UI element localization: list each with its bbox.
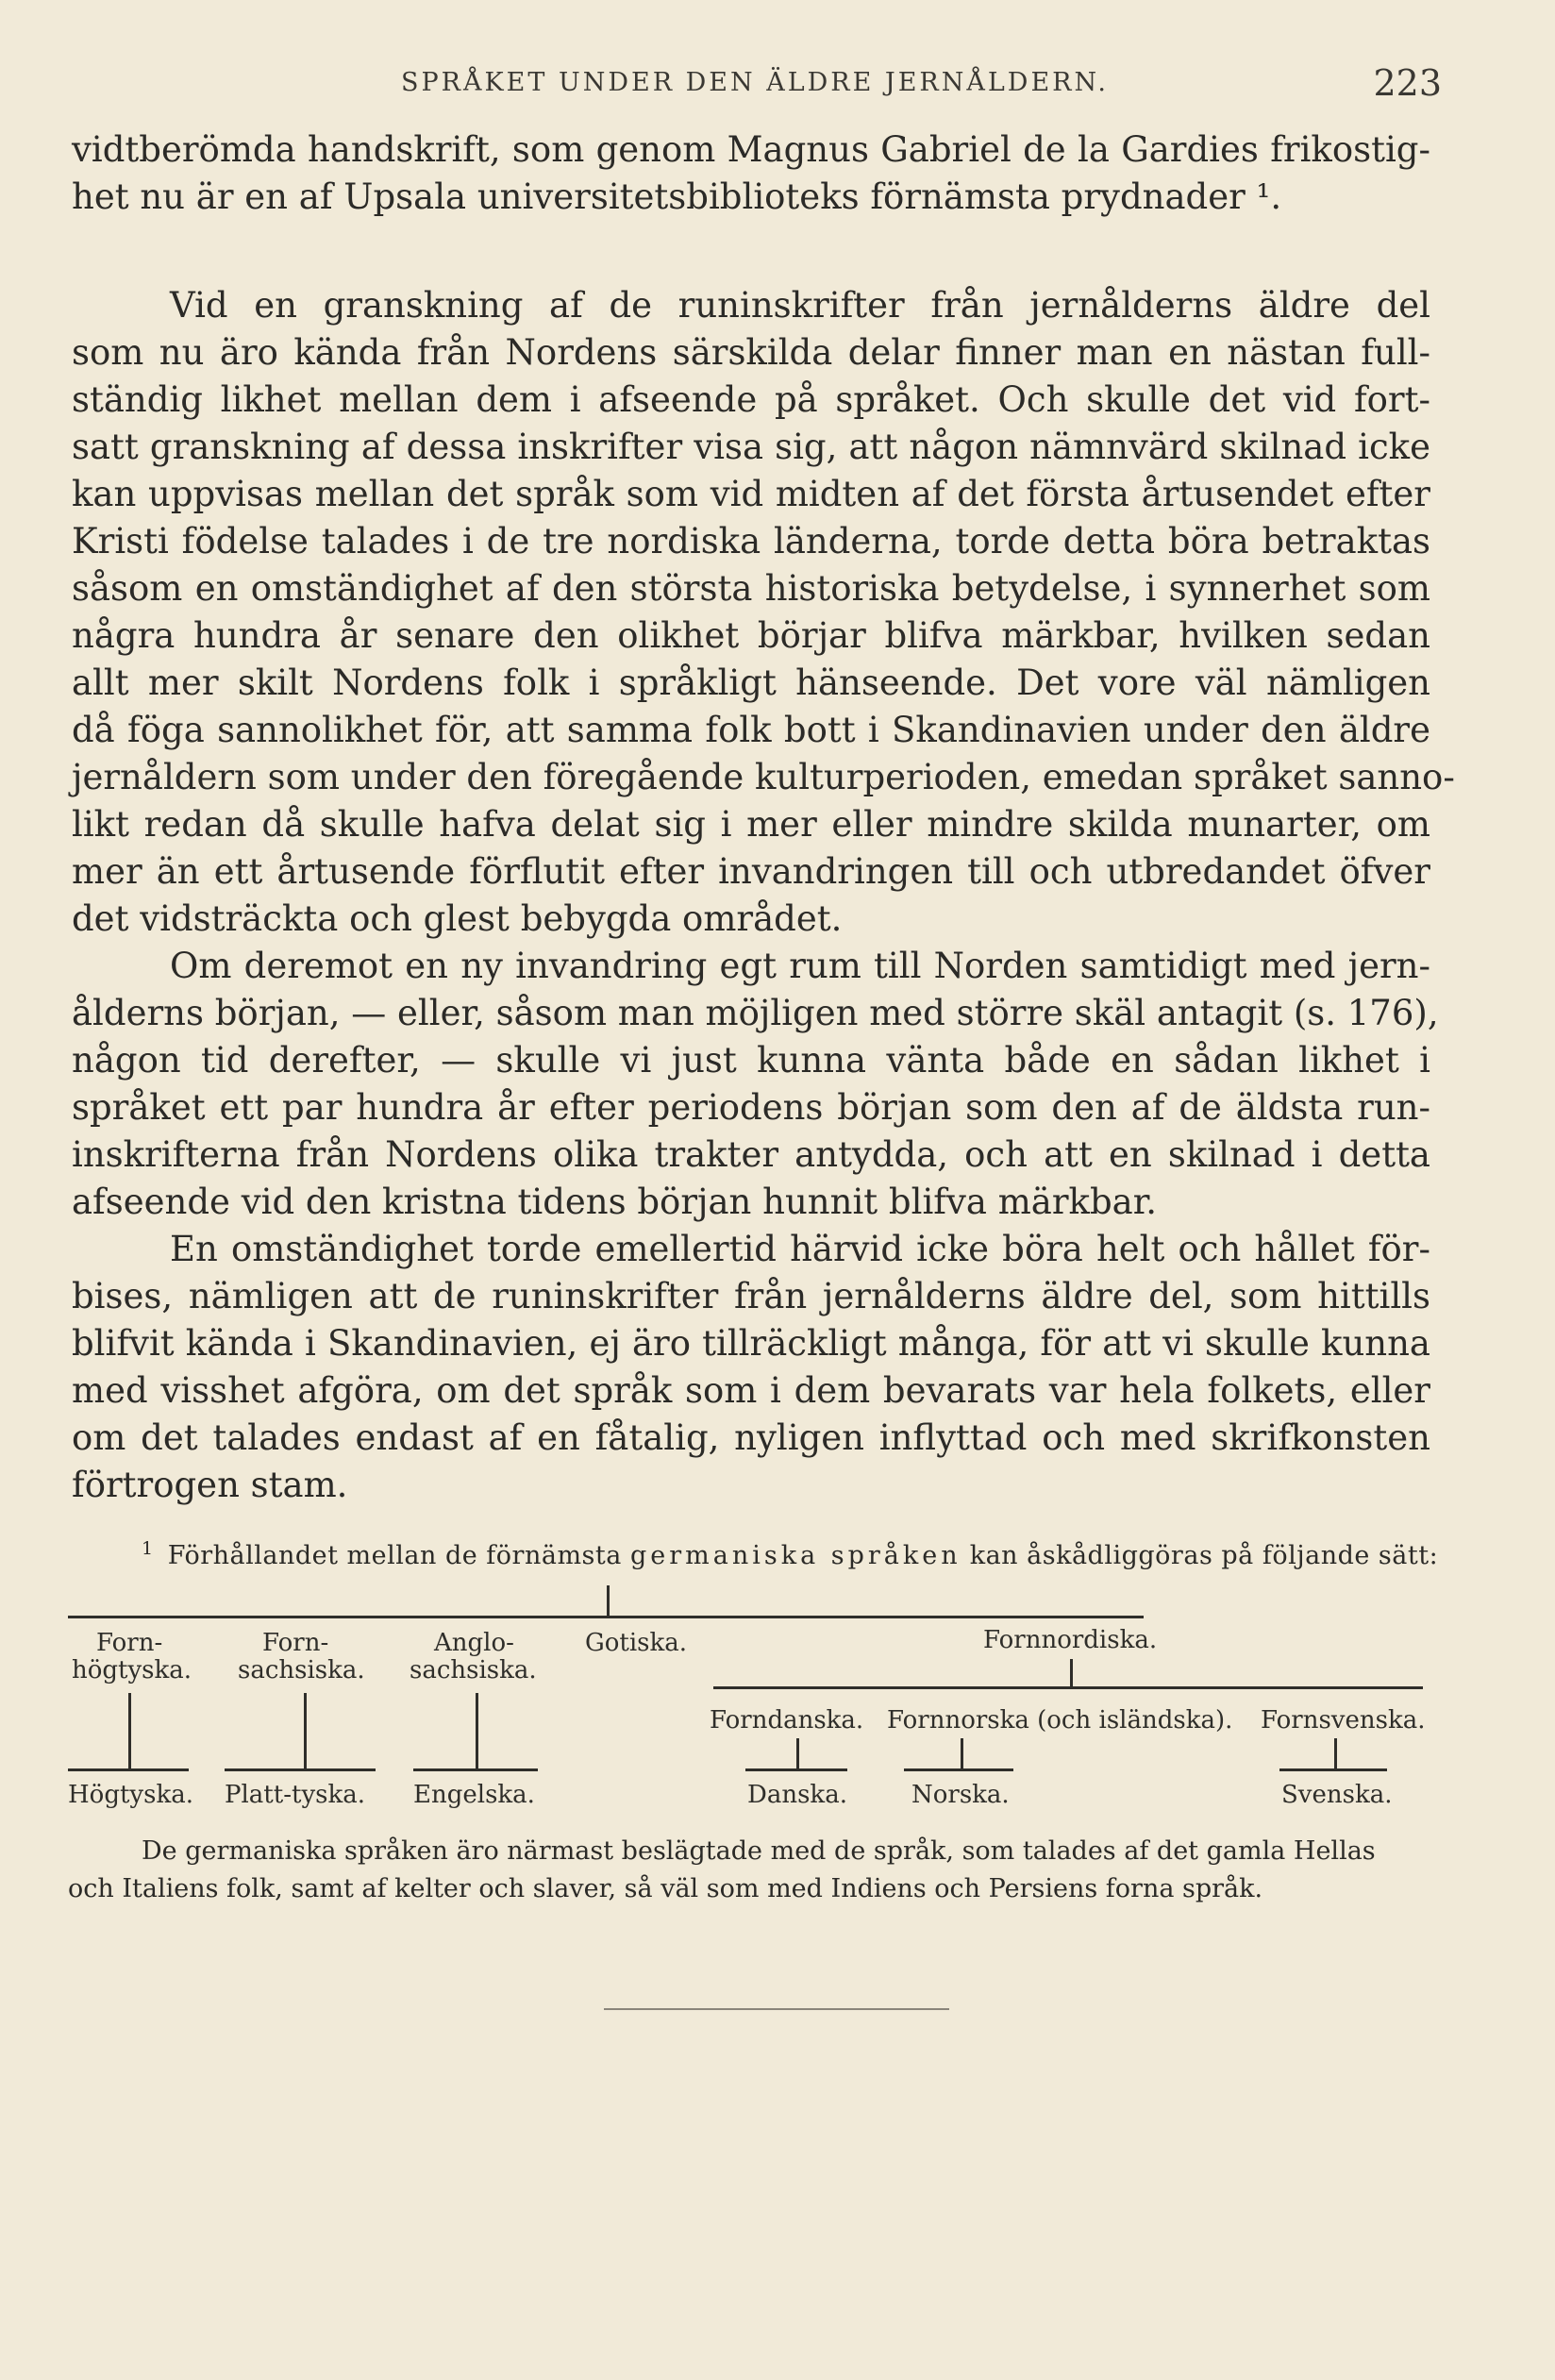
text-line: afseende vid den kristna tidens början hunnit blifva märkbar. bbox=[72, 1182, 1158, 1222]
text-line: med visshet afgöra, om det språk som i dem bevarats var hela folkets, eller bbox=[72, 1370, 1430, 1411]
label-forndanska: Forndanska. bbox=[710, 1706, 864, 1735]
page-header bbox=[68, 62, 1442, 109]
text-line: ålderns början, — eller, såsom man möjligen med större skäl antagit (s. 176), bbox=[72, 993, 1439, 1033]
label-fornsvenska: Fornsvenska. bbox=[1261, 1706, 1426, 1735]
text-line: kan uppvisas mellan det språk som vid midten af det första årtusendet efter bbox=[72, 474, 1430, 514]
footnote-spaced-words: germaniska språken bbox=[629, 1541, 961, 1570]
closing-note-line: De germaniska språken äro närmast beslägtade med de språk, som talades af det gamla Hellas bbox=[142, 1836, 1376, 1866]
text-line: några hundra år senare den olikhet börjar blifva märkbar, hvilken sedan bbox=[72, 615, 1430, 656]
bottom-rule bbox=[604, 2008, 949, 2010]
text-line: språket ett par hundra år efter periodens början som den af de äldsta run- bbox=[72, 1087, 1430, 1128]
page-number: 223 bbox=[1373, 62, 1442, 104]
text-line: Kristi födelse talades i de tre nordiska länderna, torde detta böra betraktas bbox=[72, 521, 1430, 561]
text-line: förtrogen stam. bbox=[72, 1465, 348, 1505]
label-svenska: Svenska. bbox=[1281, 1781, 1393, 1809]
text-line: det vidsträckta och glest bebygda området. bbox=[72, 898, 843, 939]
label-gotiska: Gotiska. bbox=[585, 1629, 688, 1657]
text-line: ständig likhet mellan dem i afseende på språket. Och skulle det vid fort- bbox=[72, 379, 1430, 420]
label-norska: Norska. bbox=[911, 1781, 1010, 1809]
text-line: het nu är en af Upsala universitetsbiblioteks förnämsta prydnader ¹. bbox=[72, 176, 1282, 217]
footnote-text: Förhållandet mellan de förnämsta bbox=[167, 1541, 622, 1570]
text-line: allt mer skilt Nordens folk i språkligt hänseende. Det vore väl nämligen bbox=[72, 662, 1430, 703]
text-line: En omständighet torde emellertid härvid icke böra helt och hållet för- bbox=[170, 1229, 1430, 1269]
label-forn-sachsiska-1: Forn- bbox=[262, 1629, 329, 1657]
text-line: om det talades endast af en fåtalig, nyligen inflyttad och med skrifkonsten bbox=[72, 1417, 1430, 1458]
text-line: likt redan då skulle hafva delat sig i mer eller mindre skilda munarter, om bbox=[72, 804, 1430, 845]
text-line: vidtberömda handskrift, som genom Magnus Gabriel de la Gardies frikostig- bbox=[72, 129, 1430, 170]
text-line: satt granskning af dessa inskrifter visa sig, att någon nämnvärd skilnad icke bbox=[72, 427, 1430, 467]
footnote bbox=[142, 1538, 1438, 1570]
label-forn-sachsiska-2: sachsiska. bbox=[238, 1656, 365, 1684]
running-title: SPRÅKET UNDER DEN ÄLDRE JERNÅLDERN. bbox=[401, 68, 1109, 97]
text-line: någon tid derefter, — skulle vi just kunna vänta både en sådan likhet i bbox=[72, 1040, 1430, 1081]
label-hogtyska: Högtyska. bbox=[68, 1781, 193, 1809]
text-line: blifvit kända i Skandinavien, ej äro tillräckligt många, för att vi skulle kunna bbox=[72, 1323, 1430, 1364]
text-line: inskrifterna från Nordens olika trakter antydda, och att en skilnad i detta bbox=[72, 1134, 1430, 1175]
label-fornnorska: Fornnorska (och isländska). bbox=[887, 1706, 1233, 1735]
text-line: som nu äro kända från Nordens särskilda delar finner man en nästan full- bbox=[72, 332, 1430, 373]
label-fornnordiska: Fornnordiska. bbox=[983, 1626, 1158, 1654]
label-anglo-sachsiska-1: Anglo- bbox=[434, 1629, 514, 1657]
label-platt-tyska: Platt-tyska. bbox=[225, 1781, 365, 1809]
text-line: såsom en omständighet af den största historiska betydelse, i synnerhet som bbox=[72, 568, 1430, 609]
footnote-text-after: kan åskådliggöras på följande sätt: bbox=[969, 1541, 1439, 1570]
label-engelska: Engelska. bbox=[413, 1781, 535, 1809]
label-forn-hogtyska-1: Forn- bbox=[96, 1629, 163, 1657]
closing-note-line: och Italiens folk, samt af kelter och slaver, så väl som med Indiens och Persiens forna språk. bbox=[68, 1874, 1263, 1903]
text-line: bises, nämligen att de runinskrifter från jernålderns äldre del, som hittills bbox=[72, 1276, 1430, 1316]
label-danska: Danska. bbox=[747, 1781, 847, 1809]
label-forn-hogtyska-2: högtyska. bbox=[72, 1656, 192, 1684]
text-line: mer än ett årtusende förflutit efter invandringen till och utbredandet öfver bbox=[72, 851, 1430, 892]
text-line: Vid en granskning af de runinskrifter från jernålderns äldre del bbox=[170, 285, 1430, 326]
text-line: då föga sannolikhet för, att samma folk bott i Skandinavien under den äldre bbox=[72, 710, 1430, 750]
footnote-marker: 1 bbox=[142, 1538, 154, 1559]
text-line: Om deremot en ny invandring egt rum till Norden samtidigt med jern- bbox=[170, 946, 1430, 986]
text-line: jernåldern som under den föregående kulturperioden, emedan språket sanno- bbox=[72, 757, 1455, 797]
label-anglo-sachsiska-2: sachsiska. bbox=[410, 1656, 537, 1684]
